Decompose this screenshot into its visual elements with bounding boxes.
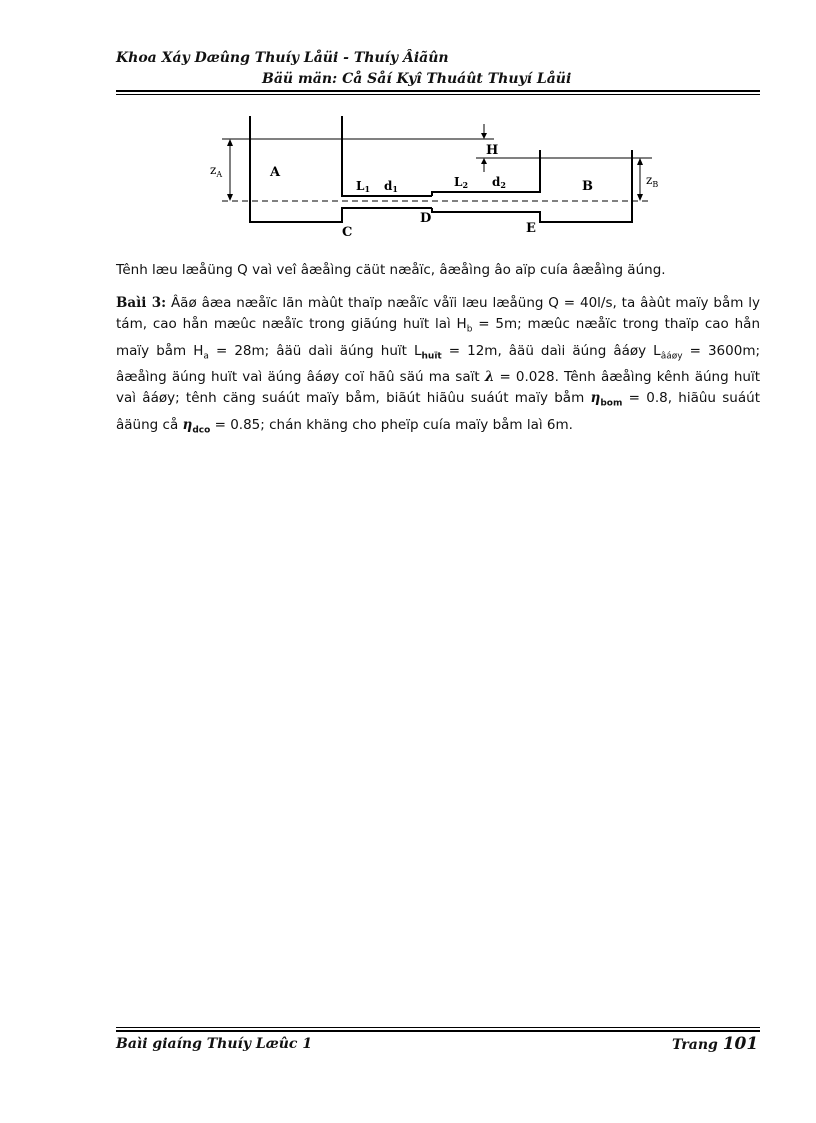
- footer-page: [672, 1034, 758, 1054]
- exercise-3-text-5: = 3600m; âæåìng äúng huït vaì äúng âáøy coï hãû säú ma saït: [116, 342, 761, 386]
- exercise-3-text-6: = 0.028. Tênh âæåìng kênh äúng huït vaì âáøy; tênh cäng suáút maïy båm, biãút hiãûu suáút maïy båm: [116, 369, 760, 407]
- label-l1: L1: [356, 179, 371, 194]
- label-za: $z_A$: [210, 163, 223, 179]
- eta-bom-subscript: bom: [600, 399, 623, 410]
- exercise-3-text-4: = 12m, âäü daìi äúng âáøy L: [441, 342, 661, 359]
- label-d2: d2: [492, 175, 506, 190]
- zb-arrow-top: [637, 158, 643, 165]
- label-l2: L2: [454, 175, 469, 190]
- exercise-3-text-2: = 5m; mæûc næåïc trong thaïp cao hån maïy båm H: [116, 316, 760, 359]
- header-faculty: Khoa Xáy Dæûng Thuíy Låüi - Thuíy Âiãûn: [116, 50, 449, 66]
- footer-page-label: Trang: [672, 1037, 723, 1053]
- footer-rule-thin: [116, 1027, 760, 1028]
- zb-arrow-bottom: [637, 194, 643, 201]
- hb-subscript: b: [466, 324, 473, 335]
- ha-subscript: a: [203, 351, 209, 362]
- question-sentence: Tênh læu læåüng Q vaì veî âæåìng cäüt næåïc, âæåìng âo aïp cuía âæåìng äúng.: [116, 262, 666, 278]
- exercise-3-text-8: = 0.85; chán khäng cho pheïp cuía maïy båm laì 6m.: [210, 417, 573, 434]
- lhut-subscript: huït: [421, 351, 442, 362]
- label-h: H: [486, 143, 499, 158]
- label-c: C: [342, 225, 353, 240]
- za-arrow-top: [227, 139, 233, 146]
- header-department: Bäü män: Cå Såí Kyî Thuáût Thuyí Låüi: [262, 71, 572, 87]
- lambda-symbol: λ: [484, 369, 495, 386]
- exercise-3-label: Baìi 3:: [116, 295, 167, 311]
- header-rule-thin: [116, 94, 760, 95]
- label-zb: $z_B$: [646, 173, 659, 189]
- page-number: 101: [722, 1034, 759, 1054]
- h-arrow-bottom-head: [481, 158, 487, 164]
- footer-rule-thick: [116, 1030, 760, 1032]
- eta-dco-subscript: dco: [192, 425, 211, 436]
- lday-subscript: âáøy: [660, 351, 683, 362]
- exercise-3: [116, 293, 760, 442]
- label-d1: d1: [384, 179, 398, 194]
- reservoir-pipe-diagram: [200, 110, 660, 245]
- label-a: A: [270, 165, 281, 180]
- question-text: [116, 260, 760, 281]
- eta-dco-symbol: η: [182, 417, 193, 434]
- h-arrow-top-head: [481, 133, 487, 139]
- header-rule-thick: [116, 90, 760, 92]
- label-d: D: [420, 211, 432, 226]
- label-e: E: [526, 221, 536, 236]
- label-b: B: [582, 179, 593, 194]
- exercise-3-text-1: Âãø âæa næåïc lãn màût thaïp næåïc våïi læu læåüng Q = 40l/s, ta âàût maïy båm ly tám, cao hån mæûc næåïc trong giãúng huït laì H: [116, 295, 760, 332]
- footer-lecture-title: Baìi giaíng Thuíy Læûc 1: [116, 1036, 313, 1052]
- za-arrow-bottom: [227, 194, 233, 201]
- exercise-3-text-7: = 0.8, hiãûu suáút âäüng cå: [116, 390, 760, 434]
- eta-bom-symbol: η: [590, 390, 601, 407]
- exercise-3-text-3: = 28m; âäü daìi äúng huït L: [208, 342, 422, 359]
